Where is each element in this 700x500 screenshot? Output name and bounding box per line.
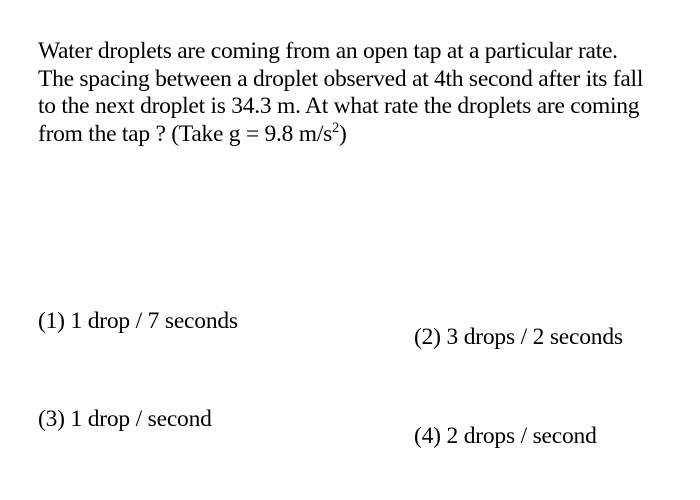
question-line-2: The spacing between a droplet observed at 4th second after its fall (38, 65, 644, 92)
question-text (38, 38, 668, 148)
exponent: 2 (332, 119, 340, 136)
option-3[interactable]: (3) 1 drop / second (38, 406, 212, 432)
option-2[interactable]: (2) 3 drops / 2 seconds (414, 324, 623, 350)
option-4[interactable]: (4) 2 drops / second (414, 423, 597, 449)
question-line-4 (38, 121, 668, 149)
question-line-4-close: ) (339, 120, 347, 147)
option-1[interactable]: (1) 1 drop / 7 seconds (38, 308, 238, 334)
question-line-1: Water droplets are coming from an open tap at a particular rate. (38, 38, 618, 64)
question-line-3: to the next droplet is 34.3 m. At what rate the droplets are coming (38, 93, 640, 119)
question-line-4-text: from the tap ? (Take g = 9.8 m/s (38, 120, 333, 147)
